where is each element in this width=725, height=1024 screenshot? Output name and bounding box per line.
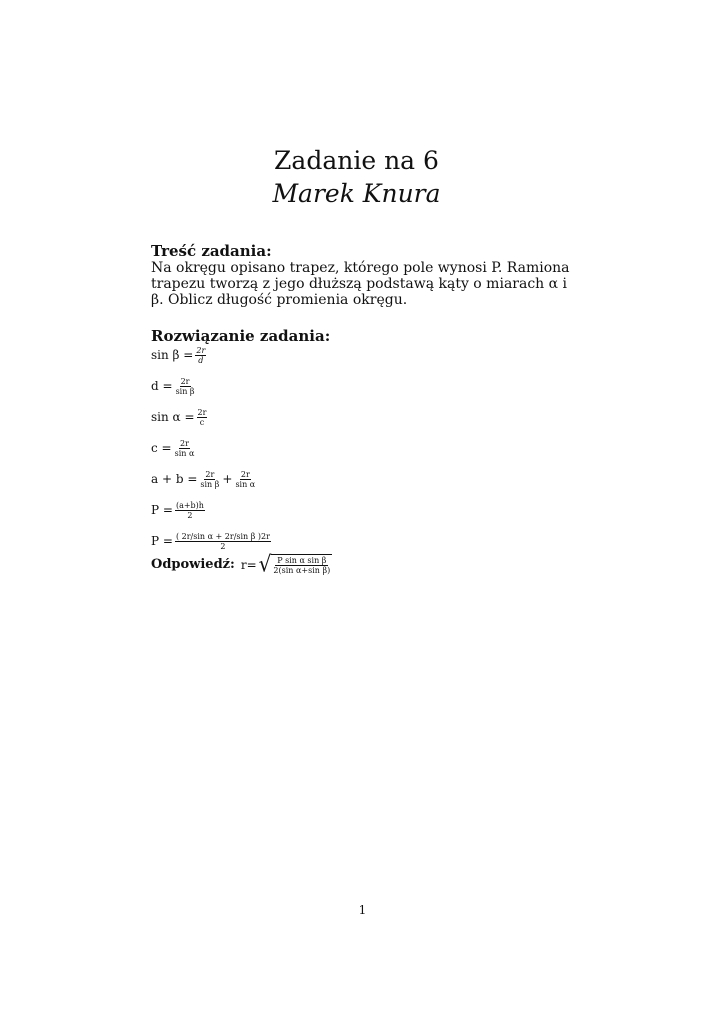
fraction-numerator: 2r: [240, 469, 250, 479]
equation-lhs: c =: [151, 441, 172, 455]
equation-3: [151, 407, 579, 427]
equation-7: [151, 531, 579, 551]
fraction: [234, 470, 256, 489]
equation-2: [151, 376, 579, 396]
plus-operator: +: [222, 472, 233, 486]
equation-lhs: P =: [151, 503, 173, 517]
fraction-denominator: sin α: [235, 479, 256, 489]
fraction-numerator: 2r: [197, 407, 207, 417]
answer-label: Odpowiedź:: [151, 557, 235, 572]
fraction-denominator: d: [198, 355, 204, 365]
answer-line: [151, 550, 579, 578]
fraction-numerator: P sin α sin β: [277, 556, 327, 565]
radical-sign-icon: √: [258, 550, 272, 578]
fraction-numerator: (a+b)h: [175, 500, 204, 510]
fraction: [199, 470, 220, 489]
square-root: [258, 550, 333, 578]
equation-1: [151, 345, 579, 365]
fraction: [175, 501, 205, 520]
fraction-numerator: 2r: [196, 345, 206, 355]
fraction-denominator: sin β: [175, 386, 195, 396]
problem-text: Na okręgu opisano trapez, którego pole wynosi P. Ramiona trapezu tworzą z jego dłuższą podstawą kąty o miarach α i β. Oblicz długość promienia okręgu.: [151, 260, 570, 308]
title-block: [0, 146, 725, 209]
problem-heading: Treść zadania:: [151, 242, 272, 260]
fraction: [174, 439, 196, 458]
fraction-numerator: 2r: [205, 469, 215, 479]
equation-4: [151, 438, 579, 458]
fraction-numerator: 2r: [180, 438, 189, 448]
fraction-numerator: 2r: [180, 376, 190, 386]
fraction: [175, 532, 271, 551]
equation-lhs: sin α =: [151, 410, 195, 424]
fraction-denominator: 2(sin α+sin β): [273, 566, 331, 575]
page-number: 1: [358, 903, 367, 917]
fraction-denominator: sin β: [200, 479, 220, 489]
equation-lhs: sin β =: [151, 348, 194, 362]
fraction: [197, 408, 208, 427]
equation-6: [151, 500, 579, 520]
document-title: Zadanie na 6: [274, 146, 439, 175]
radicand: [271, 554, 332, 575]
author-name: Marek Knura: [272, 179, 441, 208]
fraction: [175, 377, 196, 396]
fraction-denominator: c: [199, 417, 205, 427]
fraction: [195, 346, 206, 365]
solution-heading: Rozwiązanie zadania:: [151, 327, 331, 345]
fraction-denominator: 2: [187, 510, 193, 520]
equation-lhs: P =: [151, 534, 173, 548]
content: [151, 242, 579, 578]
equation-5: [151, 469, 579, 489]
fraction-numerator: ( 2r/sin α + 2r/sin β )2r: [175, 531, 270, 541]
answer-prefix: r=: [240, 557, 257, 572]
equation-lhs: d =: [151, 379, 173, 393]
fraction-denominator: 2: [220, 541, 226, 551]
equation-lhs: a + b =: [151, 472, 198, 486]
fraction-denominator: sin α: [174, 448, 195, 458]
